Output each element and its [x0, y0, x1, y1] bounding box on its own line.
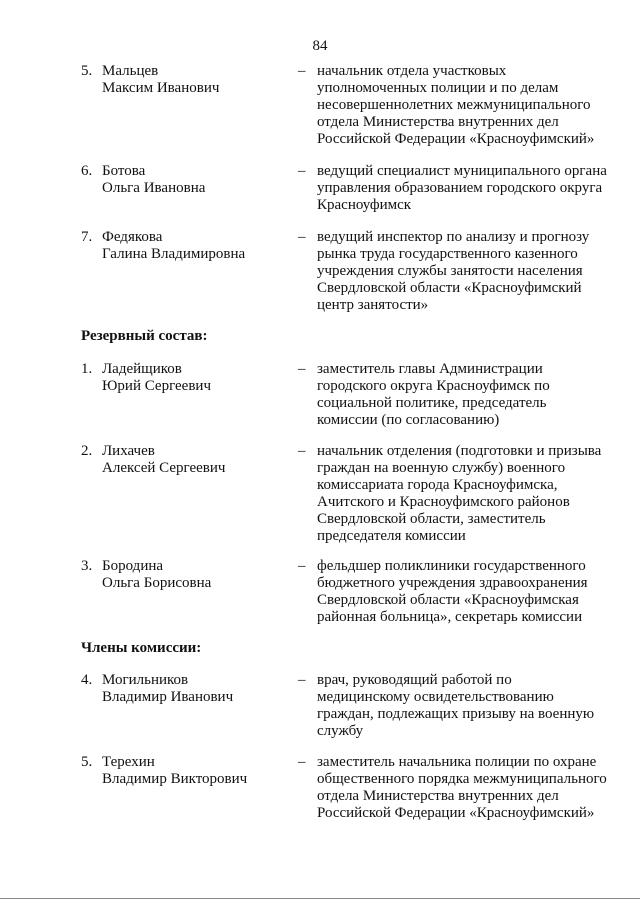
- desc-line: медицинскому освидетельствованию: [317, 689, 554, 705]
- given-name: Ольга Ивановна: [102, 180, 206, 196]
- desc-line: бюджетного учреждения здравоохранения: [317, 575, 588, 591]
- person-name: [102, 229, 287, 263]
- position-description: [317, 163, 617, 214]
- person-name: [102, 163, 287, 197]
- desc-line: службу: [317, 723, 364, 739]
- surname: Терехин: [102, 754, 155, 770]
- given-name: Юрий Сергеевич: [102, 378, 211, 394]
- item-number: 3.: [81, 558, 93, 574]
- surname: Бородина: [102, 558, 164, 574]
- person-name: [102, 672, 287, 706]
- person-name: [102, 558, 287, 592]
- position-description: [317, 754, 617, 822]
- desc-line: начальник отдела участковых: [317, 63, 507, 79]
- surname: Ладейщиков: [102, 361, 182, 377]
- desc-line: центр занятости»: [317, 297, 429, 313]
- desc-line: рынка труда государственного казенного: [317, 246, 578, 262]
- reserve-heading: Резервный состав:: [81, 328, 208, 344]
- dash: –: [298, 754, 306, 770]
- desc-line: отдела Министерства внутренних дел: [317, 114, 559, 130]
- desc-line: управления образованием городского округа: [317, 180, 603, 196]
- position-description: [317, 558, 617, 626]
- surname: Ботова: [102, 163, 146, 179]
- item-number: 4.: [81, 672, 93, 688]
- position-description: [317, 229, 617, 314]
- item-number: 2.: [81, 443, 93, 459]
- desc-line: ведущий инспектор по анализу и прогнозу: [317, 229, 590, 245]
- given-name: Ольга Борисовна: [102, 575, 212, 591]
- item-number: 5.: [81, 63, 93, 79]
- position-description: [317, 63, 617, 148]
- desc-line: Свердловской области «Красноуфимская: [317, 592, 579, 608]
- dash: –: [298, 443, 306, 459]
- desc-line: врач, руководящий работой по: [317, 672, 512, 688]
- given-name: Максим Иванович: [102, 80, 220, 96]
- person-name: [102, 443, 287, 477]
- desc-line: Свердловской области, заместитель: [317, 511, 546, 527]
- members-heading: Члены комиссии:: [81, 640, 202, 656]
- given-name: Владимир Викторович: [102, 771, 248, 787]
- desc-line: Российской Федерации «Красноуфимский»: [317, 805, 595, 821]
- given-name: Галина Владимировна: [102, 246, 246, 262]
- person-name: [102, 63, 287, 97]
- given-name: Владимир Иванович: [102, 689, 234, 705]
- desc-line: граждан на военную службу) военного: [317, 460, 566, 476]
- surname: Лихачев: [102, 443, 155, 459]
- position-description: [317, 361, 617, 429]
- desc-line: граждан, подлежащих призыву на военную: [317, 706, 595, 722]
- desc-line: уполномоченных полиции и по делам: [317, 80, 559, 96]
- dash: –: [298, 229, 306, 245]
- position-description: [317, 672, 617, 740]
- person-name: [102, 361, 287, 395]
- desc-line: Красноуфимск: [317, 197, 412, 213]
- desc-line: комиссариата города Красноуфимска,: [317, 477, 558, 493]
- desc-line: ведущий специалист муниципального органа: [317, 163, 607, 179]
- desc-line: отдела Министерства внутренних дел: [317, 788, 559, 804]
- dash: –: [298, 63, 306, 79]
- scan-edge-line: [0, 898, 640, 899]
- item-number: 5.: [81, 754, 93, 770]
- desc-line: районная больница», секретарь комиссии: [317, 609, 583, 625]
- surname: Могильников: [102, 672, 189, 688]
- desc-line: социальной политике, председатель: [317, 395, 547, 411]
- dash: –: [298, 361, 306, 377]
- desc-line: общественного порядка межмуниципального: [317, 771, 607, 787]
- given-name: Алексей Сергеевич: [102, 460, 226, 476]
- item-number: 7.: [81, 229, 93, 245]
- page-number: 84: [312, 38, 328, 54]
- desc-line: несовершеннолетних межмуниципального: [317, 97, 591, 113]
- desc-line: заместитель главы Администрации: [317, 361, 543, 377]
- person-name: [102, 754, 287, 788]
- desc-line: Ачитского и Красноуфимского районов: [317, 494, 570, 510]
- dash: –: [298, 558, 306, 574]
- desc-line: председателя комиссии: [317, 528, 466, 544]
- desc-line: городского округа Красноуфимск по: [317, 378, 550, 394]
- desc-line: Свердловской области «Красноуфимский: [317, 280, 582, 296]
- desc-line: учреждения службы занятости населения: [317, 263, 583, 279]
- dash: –: [298, 163, 306, 179]
- surname: Федякова: [102, 229, 163, 245]
- surname: Мальцев: [102, 63, 159, 79]
- desc-line: Российской Федерации «Красноуфимский»: [317, 131, 595, 147]
- desc-line: начальник отделения (подготовки и призыва: [317, 443, 602, 459]
- desc-line: комиссии (по согласованию): [317, 412, 500, 428]
- item-number: 1.: [81, 361, 93, 377]
- item-number: 6.: [81, 163, 93, 179]
- position-description: [317, 443, 617, 545]
- desc-line: заместитель начальника полиции по охране: [317, 754, 597, 770]
- desc-line: фельдшер поликлиники государственного: [317, 558, 586, 574]
- dash: –: [298, 672, 306, 688]
